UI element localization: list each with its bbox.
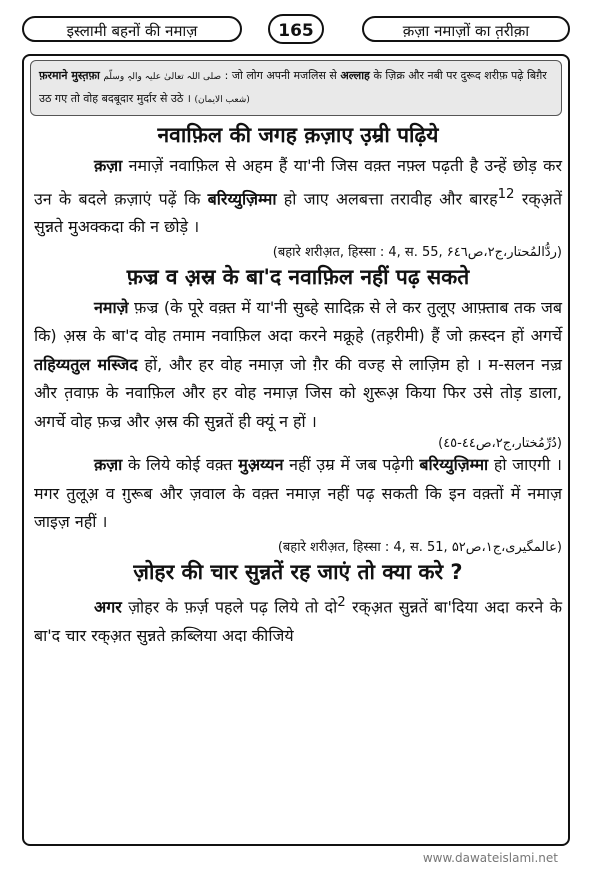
lead-word: क़ज़ा [94,156,123,175]
para-text: हो जाए अलबत्ता तरावीह और बारह [283,188,498,208]
bold-term: बरिय्युज़िम्मा [207,188,277,208]
para-text: फ़ज्र (के पूरे वक़्त में या'नी सुब्हे सादिक़ से ले कर तुलूए आफ़्ताब तक जब कि) अ़स्र के बा'द वोह तमाम नवाफ़िल अदा करने मक्रूहे (तह़रीमी) हैं जो क़स्दन हों अगर्चे [34,297,562,346]
reference-1: (बहारे शरीअ़त, हिस्सा : 4, स. 55, ردُّالمُحتار،ج۲،ص۶٤٦) [272,244,562,260]
para-text: के लिये कोई वक़्त [128,455,233,475]
para-text: हो जाएगी । मगर तुलूअ़ व ग़ुरूब और ज़वाल के वक़्त नमाज़ नहीं पढ़ सकती कि इन वक़्तों में नमाज़ जाइज़ नहीं । [34,455,562,532]
para-text: रक्अ़तें सुन्नते मुअक्कदा की न छोड़े । [34,188,562,237]
reference-3: (बहारे शरीअ़त, हिस्सा : 4, स. 51, عالمگیری،ج۱،ص۵۲) [277,539,562,555]
bold-term: तहिय्यतुल मस्जिद [34,354,138,374]
para-text: ज़ोहर के फ़र्ज़ पहले पढ़ लिये तो दो [128,597,338,617]
bold-term: मुअ़य्यन [238,455,284,475]
heading-zohar-sunnat: ज़ोहर की चार सुन्नतें रह जाएं तो क्या करे ? [133,559,463,584]
quote-allah: अल्लाह [340,69,370,82]
quote-reference: (شعب الایمان) [194,95,250,105]
salawat-text: صلی اللہ تعالیٰ علیہ والہٖ وسلّم [103,72,222,82]
page-number: 165 [268,14,324,44]
quote-label: फ़रमाने मुस्त़फ़ा [39,69,100,82]
heading-nawafil-qaza: नवाफ़िल की जगह क़ज़ाए उ़म्री पढ़िये [157,123,439,147]
bold-term: बरिय्युज़िम्मा [419,455,489,475]
para-text: नमाज़ें नवाफ़िल से अहम हैं या'नी जिस वक़्त नफ़्ल पढ़ती है उन्हें छोड़ कर उन के बदले क़ज़ाएं पढ़ें कि [34,156,562,208]
lead-word: क़ज़ा [94,455,123,475]
hadith-box [30,60,562,116]
footnote-mark: 2 [337,594,346,610]
paragraph-fajr-asr [34,294,562,437]
website-watermark: www.dawateislami.net [422,851,558,865]
reference-2: (دُرِّمُختار،ج۲،ص٤٤-٤٥) [438,436,562,452]
para-text: नहीं उ़म्र में जब पढ़ेगी [289,455,414,475]
book-title: इस्लामी बहनों की नमाज़ [22,16,242,42]
paragraph-zohar [34,589,562,650]
footnote-mark: 12 [497,186,515,202]
heading-fajr-asr: फ़ज्र व अ़स्र के बा'द नवाफ़िल नहीं पढ़ सकते [126,264,470,289]
page-header [22,14,570,46]
quote-text-1: : जो लोग अपनी मजलिस से [224,69,337,82]
paragraph-qaza-time [34,451,562,537]
quote-text-2: के ज़िक्र और नबी पर दुरूद शरीफ़ पढ़े बिग़ैर उठ गए तो वोह बदबूदार मुर्दार से उठे । [39,69,547,105]
chapter-title: क़ज़ा नमाज़ों का त़रीक़ा [362,16,570,42]
paragraph-qaza [34,152,562,242]
lead-word: नमाज़े [94,297,129,317]
lead-word: अगर [94,597,122,617]
para-text: हों, और हर वोह नमाज़ जो ग़ैर की वज्ह से लाज़िम हो । म-सलन नज़्र और त़वाफ़ के नवाफ़िल और हर वोह नमाज़ जिस को शुरूअ़ किया फिर उसे तोड़ डाला, अगर्चे वोह फ़ज्र और अ़स्र की सुन्नतें ही क्यूं न हों । [34,354,562,431]
para-text: रक्अ़त सुन्नतें बा'दिया अदा करने के बा'द चार रक्अ़त सुन्नते क़ब्लिया अदा कीजिये [34,597,562,645]
page-content [34,118,562,650]
